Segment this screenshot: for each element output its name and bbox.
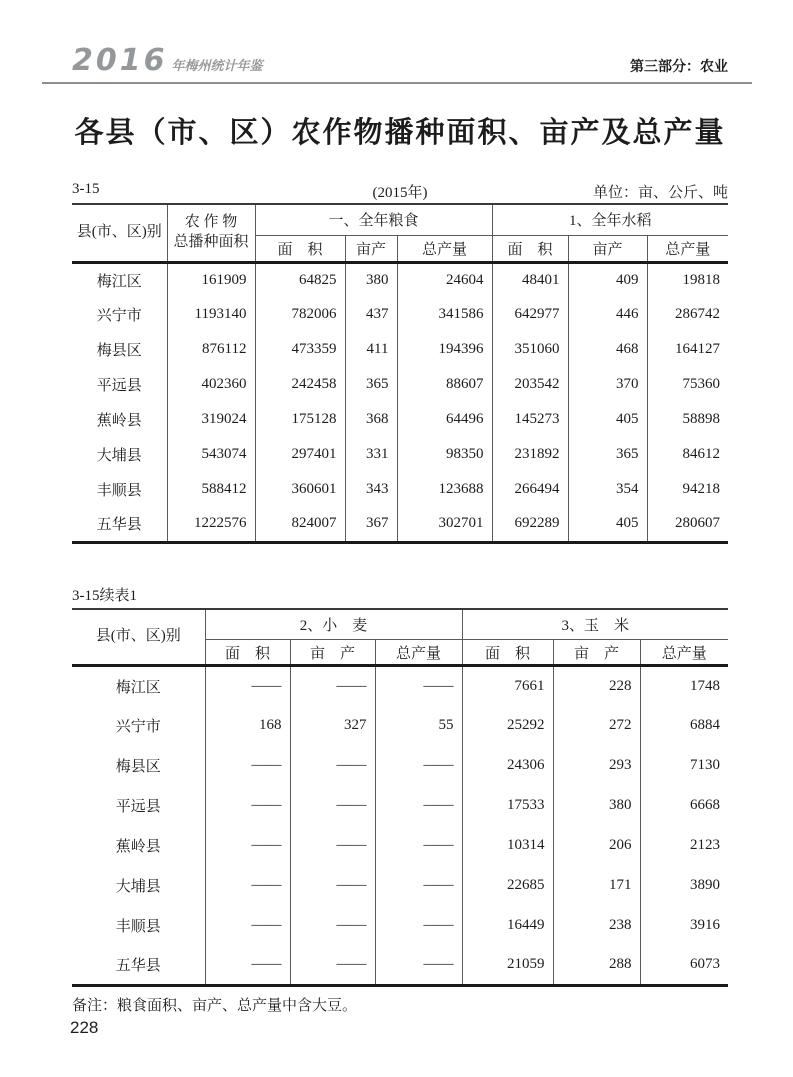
grain-yield-header: 亩产: [345, 235, 397, 262]
value-cell: ——: [375, 826, 462, 866]
value-cell: 354: [568, 472, 647, 507]
value-cell: 16449: [462, 906, 553, 946]
value-cell: ——: [205, 786, 290, 826]
value-cell: 380: [345, 262, 397, 297]
value-cell: 6668: [640, 786, 728, 826]
value-cell: ——: [290, 786, 375, 826]
yearbook-logo: [72, 43, 263, 78]
value-cell: ——: [375, 906, 462, 946]
value-cell: ——: [375, 866, 462, 906]
value-cell: 145273: [492, 402, 568, 437]
value-cell: 194396: [397, 332, 492, 367]
table1-caption-row: [72, 181, 728, 203]
table1-code: 3-15: [72, 181, 100, 197]
table-wheat-corn: [72, 608, 728, 988]
corn-yield-header: 亩 产: [553, 640, 640, 666]
county-cell: 平远县: [96, 378, 142, 394]
table1-header: [72, 204, 728, 262]
county-column-header: 县(市、区)别: [95, 628, 181, 645]
county-cell: 兴宁市: [96, 308, 142, 324]
county-cell: 大埔县: [96, 448, 142, 464]
value-cell: ——: [205, 666, 290, 706]
value-cell: 21059: [462, 946, 553, 986]
table-row: [72, 866, 728, 906]
value-cell: 1748: [640, 666, 728, 706]
value-cell: 238: [553, 906, 640, 946]
rice-area-header: 面 积: [492, 235, 568, 262]
value-cell: ——: [375, 746, 462, 786]
table-row: [72, 786, 728, 826]
table-row: [72, 262, 728, 297]
value-cell: 55: [375, 706, 462, 746]
rice-output-header: 总产量: [647, 235, 728, 262]
value-cell: 1222576: [167, 507, 255, 542]
value-cell: 175128: [255, 402, 345, 437]
value-cell: 203542: [492, 367, 568, 402]
logo-title: 年梅州统计年鉴: [171, 59, 263, 74]
value-cell: 228: [553, 666, 640, 706]
county-cell: 蕉岭县: [115, 839, 161, 855]
value-cell: 473359: [255, 332, 345, 367]
county-cell: 兴宁市: [115, 719, 161, 735]
value-cell: 288: [553, 946, 640, 986]
value-cell: 286742: [647, 297, 728, 332]
logo-year: 2016: [72, 43, 168, 78]
table-row: [72, 367, 728, 402]
value-cell: ——: [290, 666, 375, 706]
value-cell: 351060: [492, 332, 568, 367]
value-cell: 10314: [462, 826, 553, 866]
rice-yield-header: 亩产: [568, 235, 647, 262]
table-row: [72, 437, 728, 472]
value-cell: 297401: [255, 437, 345, 472]
grain-output-header: 总产量: [397, 235, 492, 262]
corn-area-header: 面 积: [462, 640, 553, 666]
value-cell: ——: [290, 746, 375, 786]
value-cell: 446: [568, 297, 647, 332]
county-cell: 丰顺县: [115, 919, 161, 935]
value-cell: 7130: [640, 746, 728, 786]
value-cell: 824007: [255, 507, 345, 542]
total-sown-line2: 总播种面积: [173, 233, 249, 250]
wheat-group-header: 2、小 麦: [205, 609, 462, 640]
county-cell: 蕉岭县: [96, 413, 142, 429]
table2-header: [72, 609, 728, 666]
table1-year: (2015年): [372, 185, 428, 201]
value-cell: 782006: [255, 297, 345, 332]
corn-output-header: 总产量: [640, 640, 728, 666]
value-cell: 123688: [397, 472, 492, 507]
value-cell: 370: [568, 367, 647, 402]
table1-unit: 单位：亩、公斤、吨: [592, 185, 728, 201]
table-crops-grain-rice: [72, 203, 728, 544]
value-cell: ——: [290, 906, 375, 946]
table-row: [72, 666, 728, 706]
county-cell: 梅县区: [96, 343, 142, 359]
value-cell: 64825: [255, 262, 345, 297]
wheat-output-header: 总产量: [375, 640, 462, 666]
total-sown-area-header: [167, 204, 255, 262]
corn-group-header: 3、玉 米: [462, 609, 728, 640]
county-cell: 丰顺县: [96, 483, 142, 499]
value-cell: 2123: [640, 826, 728, 866]
wheat-yield-header: 亩 产: [290, 640, 375, 666]
value-cell: 84612: [647, 437, 728, 472]
total-sown-line1: 农 作 物: [184, 214, 238, 231]
value-cell: 365: [568, 437, 647, 472]
value-cell: ——: [375, 946, 462, 986]
value-cell: 341586: [397, 297, 492, 332]
page-number: 228: [70, 1018, 99, 1037]
value-cell: 7661: [462, 666, 553, 706]
value-cell: ——: [205, 746, 290, 786]
value-cell: 380: [553, 786, 640, 826]
value-cell: 75360: [647, 367, 728, 402]
value-cell: 360601: [255, 472, 345, 507]
value-cell: 319024: [167, 402, 255, 437]
value-cell: 231892: [492, 437, 568, 472]
value-cell: 242458: [255, 367, 345, 402]
value-cell: ——: [290, 946, 375, 986]
value-cell: 17533: [462, 786, 553, 826]
value-cell: 24604: [397, 262, 492, 297]
value-cell: 6073: [640, 946, 728, 986]
value-cell: 365: [345, 367, 397, 402]
value-cell: 367: [345, 507, 397, 542]
value-cell: 58898: [647, 402, 728, 437]
value-cell: 588412: [167, 472, 255, 507]
value-cell: 3890: [640, 866, 728, 906]
value-cell: 48401: [492, 262, 568, 297]
table-row: [72, 746, 728, 786]
table2-code: 3-15续表1: [72, 587, 137, 604]
value-cell: ——: [205, 906, 290, 946]
table-row: [72, 507, 728, 542]
value-cell: 468: [568, 332, 647, 367]
value-cell: 88607: [397, 367, 492, 402]
value-cell: 171: [553, 866, 640, 906]
value-cell: 266494: [492, 472, 568, 507]
value-cell: 64496: [397, 402, 492, 437]
county-cell: 五华县: [96, 517, 142, 534]
value-cell: 642977: [492, 297, 568, 332]
value-cell: ——: [290, 826, 375, 866]
county-cell: 梅江区: [96, 273, 142, 290]
county-cell: 梅江区: [115, 679, 161, 696]
grain-area-header: 面 积: [255, 235, 345, 262]
wheat-area-header: 面 积: [205, 640, 290, 666]
value-cell: 161909: [167, 262, 255, 297]
value-cell: 368: [345, 402, 397, 437]
header-rule: [42, 82, 752, 84]
county-cell: 五华县: [115, 958, 161, 975]
table-row: [72, 826, 728, 866]
value-cell: 280607: [647, 507, 728, 542]
value-cell: 168: [205, 706, 290, 746]
value-cell: ——: [375, 786, 462, 826]
value-cell: ——: [205, 826, 290, 866]
table1-body: [72, 262, 728, 542]
county-cell: 大埔县: [115, 879, 161, 895]
section-label: 第三部分：农业: [630, 60, 728, 75]
value-cell: 405: [568, 507, 647, 542]
value-cell: 3916: [640, 906, 728, 946]
value-cell: ——: [205, 866, 290, 906]
table-row: [72, 946, 728, 986]
value-cell: 331: [345, 437, 397, 472]
value-cell: 24306: [462, 746, 553, 786]
value-cell: ——: [290, 866, 375, 906]
value-cell: 876112: [167, 332, 255, 367]
value-cell: 6884: [640, 706, 728, 746]
value-cell: ——: [205, 946, 290, 986]
table-row: [72, 906, 728, 946]
value-cell: 206: [553, 826, 640, 866]
table-row: [72, 297, 728, 332]
value-cell: 327: [290, 706, 375, 746]
value-cell: 411: [345, 332, 397, 367]
table-row: [72, 402, 728, 437]
value-cell: 272: [553, 706, 640, 746]
value-cell: 402360: [167, 367, 255, 402]
rice-group-header: 1、全年水稻: [492, 204, 728, 235]
value-cell: 302701: [397, 507, 492, 542]
value-cell: 164127: [647, 332, 728, 367]
value-cell: 25292: [462, 706, 553, 746]
value-cell: 293: [553, 746, 640, 786]
value-cell: ——: [375, 666, 462, 706]
table-row: [72, 332, 728, 367]
value-cell: 1193140: [167, 297, 255, 332]
value-cell: 692289: [492, 507, 568, 542]
running-header: [72, 43, 728, 78]
value-cell: 543074: [167, 437, 255, 472]
page-title: 各县（市、区）农作物播种面积、亩产及总产量: [74, 117, 726, 149]
value-cell: 22685: [462, 866, 553, 906]
county-cell: 平远县: [115, 799, 161, 815]
county-cell: 梅县区: [115, 759, 161, 775]
value-cell: 98350: [397, 437, 492, 472]
footnote: 备注：粮食面积、亩产、总产量中含大豆。: [72, 998, 358, 1014]
value-cell: 405: [568, 402, 647, 437]
value-cell: 343: [345, 472, 397, 507]
table-row: [72, 706, 728, 746]
value-cell: 437: [345, 297, 397, 332]
grain-group-header: 一、全年粮食: [255, 204, 492, 235]
value-cell: 94218: [647, 472, 728, 507]
table-row: [72, 472, 728, 507]
county-column-header: 县(市、区)别: [76, 224, 162, 241]
table2-body: [72, 666, 728, 986]
value-cell: 409: [568, 262, 647, 297]
value-cell: 19818: [647, 262, 728, 297]
